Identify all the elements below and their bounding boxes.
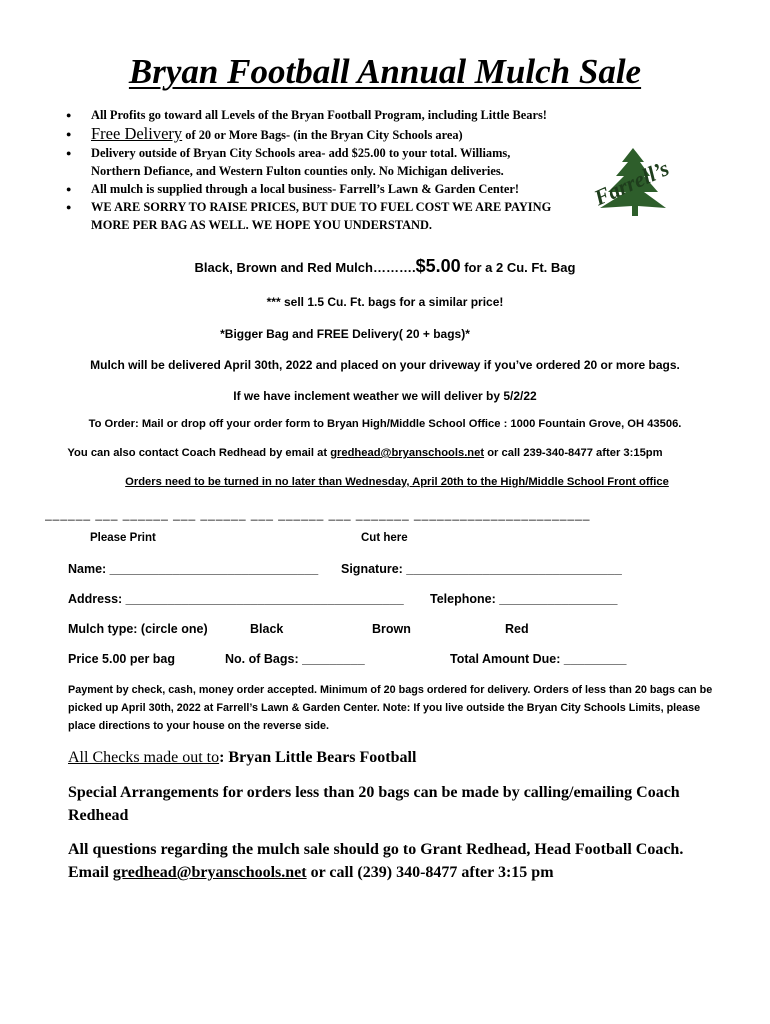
number-of-bags-field[interactable]: No. of Bags: _________ [225, 652, 365, 666]
pine-tree-icon [588, 146, 688, 218]
special-arrangements-note: Special Arrangements for orders less than 20 bags can be made by calling/emailing Coach Redhead [68, 784, 680, 824]
price-per-bag-label: Price 5.00 per bag [68, 652, 176, 666]
page-title: Bryan Football Annual Mulch Sale [128, 52, 642, 91]
mulch-option-brown[interactable]: Brown [372, 622, 411, 636]
cut-line: ______ ___ ______ ___ ______ ___ ______ ___ _______ _______________________ [45, 507, 591, 521]
price-line: Black, Brown and Red Mulch……….$5.00 for a 2 Cu. Ft. Bag [194, 256, 576, 276]
bullet-profits: ● All Profits go toward all Levels of the Bryan Football Program, including Little Bears! [66, 106, 606, 124]
payment-terms: Payment by check, cash, money order accepted. Minimum of 20 bags ordered for delivery. Orders of less than 20 bags can be picked up April 30th, 2022 at Farrell’s Lawn & Garden Center. Note: If you live outside the Bryan City Schools Limits, please place directions to your house on the reverse side. [68, 684, 713, 732]
checks-payable-line: All Checks made out to: Bryan Little Bears Football [68, 749, 417, 766]
delivery-date-note: Mulch will be delivered April 30th, 2022 and placed on your driveway if you’ve ordered 20 or more bags. [90, 358, 680, 372]
address-field[interactable]: Address: ________________________________________ [68, 592, 404, 606]
deadline-note: Orders need to be turned in no later than Wednesday, April 20th to the High/Middle School Front office [125, 476, 669, 488]
cut-here-label: Cut here [361, 532, 408, 544]
info-bullet-list [66, 106, 606, 234]
mulch-option-red[interactable]: Red [505, 622, 529, 636]
name-field[interactable]: Name: ______________________________ [68, 562, 319, 576]
please-print-label: Please Print [90, 532, 156, 544]
logo-text: Farrell’s [590, 155, 673, 211]
footer-email-link[interactable]: gredhead@bryanschools.net [112, 864, 307, 881]
bigger-bag-note: *Bigger Bag and FREE Delivery( 20 + bags)* [220, 327, 470, 341]
bullet-supplier: ● All mulch is supplied through a local business- Farrell’s Lawn & Garden Center! [66, 180, 606, 198]
order-instructions: To Order: Mail or drop off your order form to Bryan High/Middle School Office : 1000 Fountain Grove, OH 43506. [88, 418, 682, 430]
bullet-outside-delivery: ● Delivery outside of Bryan City Schools area- add $25.00 to your total. Williams, Northern Defiance, and Western Fulton counties only. No Michigan deliveries. [66, 144, 561, 180]
telephone-field[interactable]: Telephone: _________________ [430, 592, 618, 606]
signature-field[interactable]: Signature: _______________________________ [341, 562, 622, 576]
total-amount-field[interactable]: Total Amount Due: _________ [450, 652, 627, 666]
bullet-price-apology: ● WE ARE SORRY TO RAISE PRICES, BUT DUE TO FUEL COST WE ARE PAYING MORE PER BAG AS WELL. WE HOPE YOU UNDERSTAND. [66, 198, 561, 234]
bullet-free-delivery: ● Free Delivery of 20 or More Bags- (in the Bryan City Schools area) [66, 125, 606, 144]
price-value: $5.00 [415, 256, 461, 276]
farrells-logo [588, 146, 688, 218]
contact-line: You can also contact Coach Redhead by email at gredhead@bryanschools.net or call 239-340-8477 after 3:15pm [67, 447, 663, 459]
small-bag-note: *** sell 1.5 Cu. Ft. bags for a similar price! [266, 295, 504, 309]
mulch-option-black[interactable]: Black [250, 622, 284, 636]
mulch-type-label: Mulch type: (circle one) [68, 622, 208, 636]
free-delivery-text: Free Delivery [91, 124, 183, 143]
contact-email-link[interactable]: gredhead@bryanschools.net [330, 447, 485, 459]
questions-note: All questions regarding the mulch sale should go to Grant Redhead, Head Football Coach. Email gredhead@bryanschools.net or call (239) 340-8477 after 3:15 pm [68, 841, 684, 881]
weather-note: If we have inclement weather we will deliver by 5/2/22 [233, 389, 537, 403]
